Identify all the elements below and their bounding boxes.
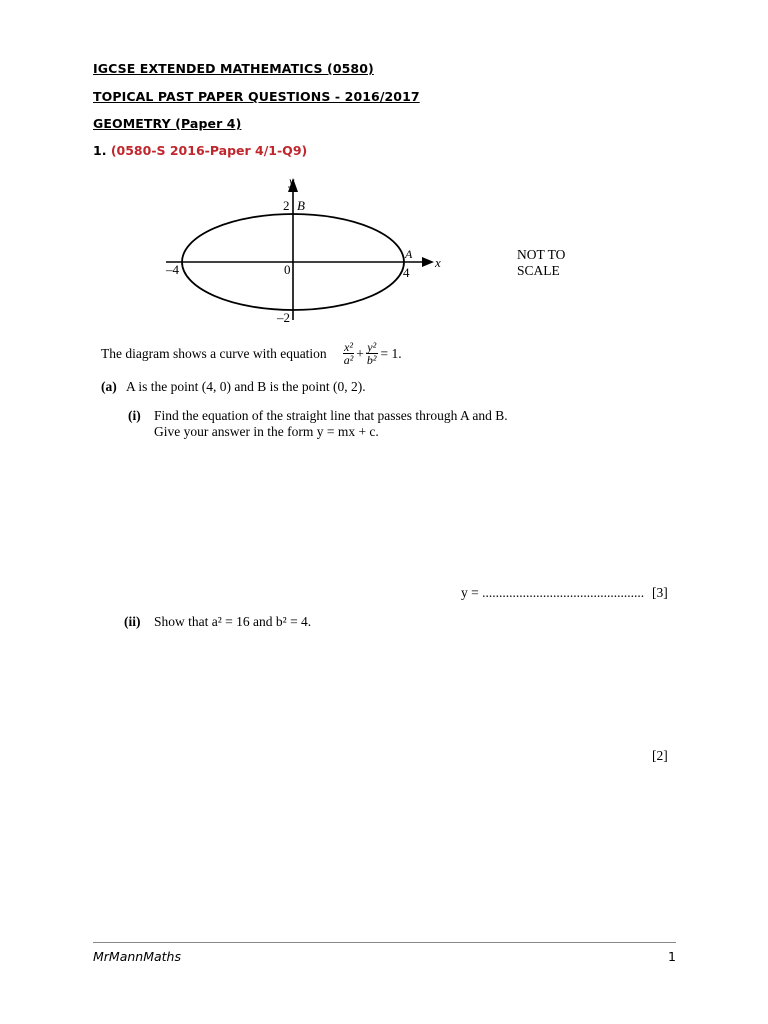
question-reference: (0580-S 2016-Paper 4/1-Q9) bbox=[110, 143, 308, 158]
y-over-b-fraction bbox=[366, 341, 378, 366]
x-over-a-fraction bbox=[343, 341, 355, 366]
eq-y-num: y² bbox=[367, 340, 377, 354]
not-to-scale-line1: NOT TO bbox=[517, 247, 566, 262]
footer-author: MrMannMaths bbox=[93, 949, 181, 964]
part-i-label: (i) bbox=[128, 408, 141, 423]
part-ii-label: (ii) bbox=[124, 614, 141, 629]
point-a-label: A bbox=[405, 247, 413, 261]
part-i-line1: Find the equation of the straight line that passes through A and B. bbox=[154, 408, 508, 423]
label-neg-y: –2 bbox=[277, 310, 290, 325]
x-axis-label: x bbox=[435, 255, 441, 270]
eq-a-den: a² bbox=[343, 353, 354, 367]
intro-line bbox=[101, 341, 402, 366]
x-axis-arrow bbox=[422, 257, 434, 267]
eq-b-den: b² bbox=[366, 353, 377, 367]
part-i-line2: Give your answer in the form y = mx + c. bbox=[154, 424, 379, 439]
marks-part-ii: [2] bbox=[652, 748, 668, 763]
label-pos-x: 4 bbox=[403, 265, 410, 280]
marks-part-i: [3] bbox=[652, 585, 668, 600]
intro-text: The diagram shows a curve with equation bbox=[101, 345, 327, 361]
answer-line: y = ................................................ bbox=[461, 585, 645, 600]
label-neg-x: –4 bbox=[166, 262, 179, 277]
eq-x-num: x² bbox=[344, 340, 353, 354]
part-a-label: (a) bbox=[101, 379, 117, 394]
eq-plus: + bbox=[356, 345, 364, 361]
y-axis-label: y bbox=[289, 174, 295, 188]
footer-divider bbox=[93, 942, 676, 943]
not-to-scale-line2: SCALE bbox=[517, 263, 560, 278]
question-number: 1. bbox=[93, 143, 107, 158]
doc-topic: GEOMETRY (Paper 4) bbox=[93, 116, 242, 131]
eq-rest: = 1. bbox=[380, 345, 402, 361]
doc-title: IGCSE EXTENDED MATHEMATICS (0580) bbox=[93, 61, 374, 76]
part-a-text: A is the point (4, 0) and B is the point (0, 2). bbox=[126, 379, 366, 394]
doc-subtitle: TOPICAL PAST PAPER QUESTIONS - 2016/2017 bbox=[93, 89, 420, 104]
part-ii-text: Show that a² = 16 and b² = 4. bbox=[154, 614, 312, 629]
ellipse-diagram bbox=[160, 170, 460, 330]
label-pos-y: 2 bbox=[283, 198, 290, 213]
page-number: 1 bbox=[668, 949, 676, 964]
question-heading bbox=[93, 143, 307, 158]
origin-label: 0 bbox=[284, 262, 291, 277]
point-b-label: B bbox=[297, 198, 305, 213]
